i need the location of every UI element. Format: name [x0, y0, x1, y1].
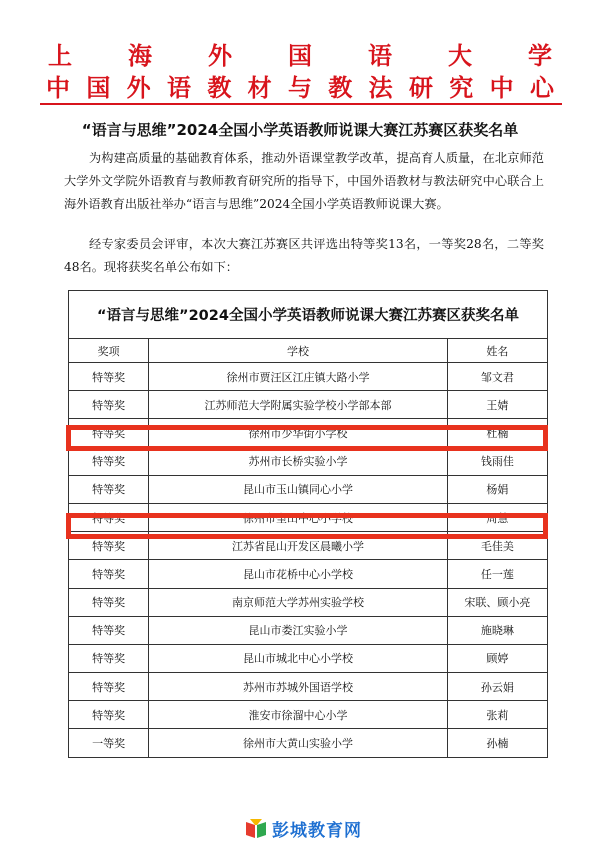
- letterhead-char: 法: [368, 73, 393, 102]
- table-row: [69, 644, 548, 672]
- cell-award: 特等奖: [69, 419, 149, 447]
- table-row: [69, 475, 548, 503]
- cell-name: 孙楠: [447, 729, 547, 757]
- table-row: [69, 560, 548, 588]
- letterhead-divider: [40, 103, 562, 105]
- cell-award: 特等奖: [69, 673, 149, 701]
- watermark-text: 彭城教育网: [272, 821, 362, 841]
- cell-school: 江苏师范大学附属实验学校小学部本部: [149, 391, 447, 419]
- letterhead-char: 外: [208, 41, 232, 70]
- cell-name: 施晓琳: [447, 616, 547, 644]
- cell-name: 钱雨佳: [447, 447, 547, 475]
- letterhead-char: 语: [368, 41, 392, 70]
- cell-name: 宋联、顾小亮: [447, 588, 547, 616]
- cell-award: 特等奖: [69, 447, 149, 475]
- cell-name: 杨娟: [447, 475, 547, 503]
- highlight-box: [66, 425, 548, 451]
- letterhead-char: 教: [328, 73, 353, 102]
- cell-award: 特等奖: [69, 560, 149, 588]
- cell-school: 徐州市贾汪区江庄镇大路小学: [149, 363, 447, 391]
- cell-award: 一等奖: [69, 729, 149, 757]
- cell-school: 徐州市奎山中心小学校: [149, 503, 447, 531]
- cell-school: 昆山市玉山镇同心小学: [149, 475, 447, 503]
- cell-school: 徐州市大黄山实验小学: [149, 729, 447, 757]
- table-header-row: [69, 339, 548, 363]
- table-row: [69, 391, 548, 419]
- intro-paragraph: [64, 147, 544, 216]
- letterhead-char: 心: [529, 73, 554, 102]
- cell-name: 顾婷: [447, 644, 547, 672]
- letterhead-char: 国: [86, 73, 111, 102]
- cell-school: 昆山市城北中心小学校: [149, 644, 447, 672]
- letterhead-university: [40, 36, 560, 70]
- letterhead-char: 究: [449, 73, 474, 102]
- table-row: [69, 616, 548, 644]
- result-paragraph: [64, 233, 544, 279]
- letterhead-char: 中: [46, 73, 70, 102]
- cell-award: 特等奖: [69, 503, 149, 531]
- table-row: [69, 673, 548, 701]
- table-row: [69, 447, 548, 475]
- cell-award: 特等奖: [69, 532, 149, 560]
- cell-award: 特等奖: [69, 475, 149, 503]
- letterhead-char: 中: [489, 73, 514, 102]
- letterhead-char: 海: [128, 41, 152, 70]
- cell-school: 江苏省昆山开发区晨曦小学: [149, 532, 447, 560]
- table-title: “语言与思维”2024全国小学英语教师说课大赛江苏赛区获奖名单: [69, 291, 548, 339]
- result-paragraph-text: 经专家委员会评审，本次大赛江苏赛区共评选出特等奖13名，一等奖28名，二等奖48名。现将获奖名单公布如下：: [64, 237, 544, 274]
- cell-award: 特等奖: [69, 616, 149, 644]
- header-award: 奖项: [69, 339, 149, 363]
- letterhead-char: 与: [287, 73, 312, 102]
- document-title: “语言与思维”2024全国小学英语教师说课大赛江苏赛区获奖名单: [81, 121, 519, 139]
- letterhead-char: 研: [408, 73, 433, 102]
- letterhead-center: [40, 68, 560, 102]
- table-row: [69, 729, 548, 757]
- letterhead-char: 外: [126, 73, 151, 102]
- cell-award: 特等奖: [69, 363, 149, 391]
- cell-award: 特等奖: [69, 588, 149, 616]
- cell-school: 昆山市花桥中心小学校: [149, 560, 447, 588]
- highlight-box: [66, 513, 548, 539]
- letterhead-char: 大: [448, 41, 472, 70]
- watermark-logo: [244, 816, 362, 841]
- letterhead-char: 材: [247, 73, 272, 102]
- cell-name: 杜楠: [447, 419, 547, 447]
- cell-name: 王婧: [447, 391, 547, 419]
- cell-school: 苏州市苏城外国语学校: [149, 673, 447, 701]
- book-logo-icon: [244, 818, 268, 840]
- letterhead-char: 教: [207, 73, 232, 102]
- letterhead-char: 国: [288, 41, 312, 70]
- cell-school: 徐州市少华街小学校: [149, 419, 447, 447]
- cell-name: 毛佳美: [447, 532, 547, 560]
- cell-name: 孙云娟: [447, 673, 547, 701]
- table-row: [69, 701, 548, 729]
- table-row: [69, 588, 548, 616]
- cell-name: 张莉: [447, 701, 547, 729]
- cell-name: 任一莲: [447, 560, 547, 588]
- header-school: 学校: [149, 339, 447, 363]
- cell-award: 特等奖: [69, 644, 149, 672]
- letterhead-char: 学: [528, 41, 552, 70]
- cell-school: 南京师范大学苏州实验学校: [149, 588, 447, 616]
- header-name: 姓名: [447, 339, 547, 363]
- cell-school: 昆山市娄江实验小学: [149, 616, 447, 644]
- cell-name: 邹文君: [447, 363, 547, 391]
- cell-award: 特等奖: [69, 701, 149, 729]
- table-row: [69, 363, 548, 391]
- letterhead-char: 上: [48, 41, 72, 70]
- letterhead-char: 语: [166, 73, 191, 102]
- cell-name: 周慧: [447, 503, 547, 531]
- cell-school: 苏州市长桥实验小学: [149, 447, 447, 475]
- intro-paragraph-text: 为构建高质量的基础教育体系，推动外语课堂教学改革，提高育人质量，在北京师范大学外文学院外语教育与教师教育研究所的指导下，中国外语教材与教法研究中心联合上海外语教育出版社举办“语言与思维”2024全国小学英语教师说课大赛。: [64, 151, 544, 211]
- cell-award: 特等奖: [69, 391, 149, 419]
- cell-school: 淮安市徐溜中心小学: [149, 701, 447, 729]
